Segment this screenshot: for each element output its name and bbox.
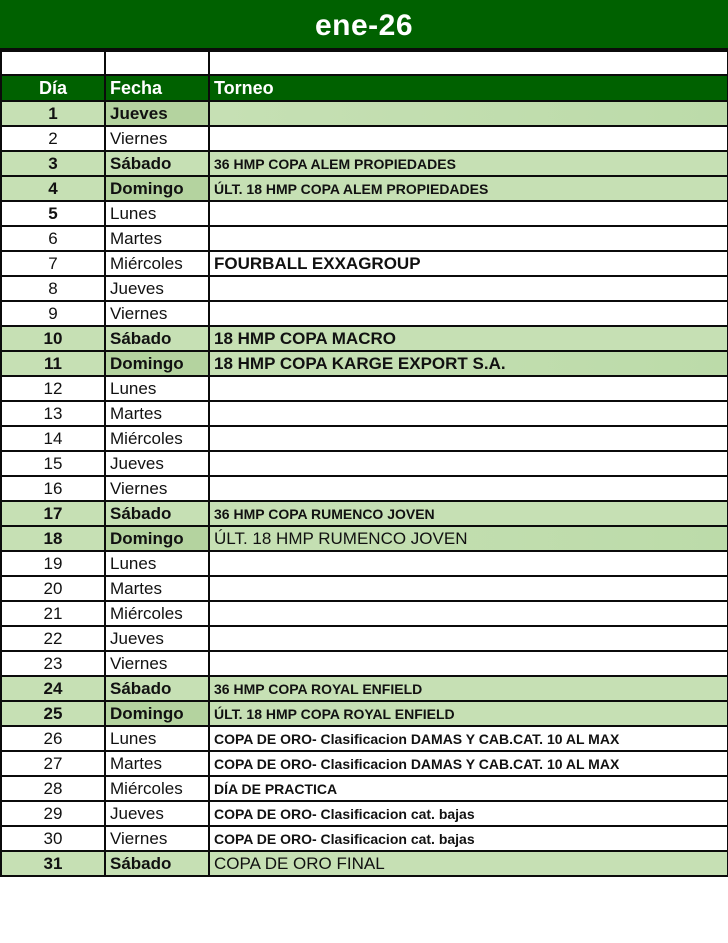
table-row — [1, 851, 728, 876]
torneo-cell[interactable]: DÍA DE PRACTICA — [209, 776, 728, 801]
dia-cell[interactable]: 31 — [1, 851, 105, 876]
schedule-table — [0, 50, 728, 877]
table-row — [1, 601, 728, 626]
torneo-cell[interactable]: 18 HMP COPA KARGE EXPORT S.A. — [209, 351, 728, 376]
table-row — [1, 551, 728, 576]
dia-cell[interactable]: 8 — [1, 276, 105, 301]
fecha-cell[interactable]: Sábado — [105, 851, 209, 876]
fecha-cell[interactable]: Sábado — [105, 151, 209, 176]
table-row — [1, 151, 728, 176]
blank-cell[interactable] — [105, 51, 209, 75]
fecha-cell[interactable]: Miércoles — [105, 601, 209, 626]
table-row — [1, 251, 728, 276]
torneo-cell[interactable]: FOURBALL EXXAGROUP — [209, 251, 728, 276]
fecha-cell[interactable]: Sábado — [105, 501, 209, 526]
header-fecha: Fecha — [105, 75, 209, 101]
torneo-cell[interactable]: 36 HMP COPA ROYAL ENFIELD — [209, 676, 728, 701]
torneo-cell[interactable]: ÚLT. 18 HMP COPA ROYAL ENFIELD — [209, 701, 728, 726]
dia-cell[interactable]: 9 — [1, 301, 105, 326]
header-row — [1, 75, 728, 101]
fecha-cell[interactable]: Lunes — [105, 201, 209, 226]
dia-cell[interactable]: 21 — [1, 601, 105, 626]
table-row — [1, 301, 728, 326]
table-row — [1, 101, 728, 126]
torneo-cell[interactable] — [209, 401, 728, 426]
dia-cell[interactable]: 7 — [1, 251, 105, 276]
dia-cell[interactable]: 2 — [1, 126, 105, 151]
table-row — [1, 351, 728, 376]
torneo-cell[interactable] — [209, 651, 728, 676]
fecha-cell[interactable]: Sábado — [105, 326, 209, 351]
dia-cell[interactable]: 29 — [1, 801, 105, 826]
fecha-cell[interactable]: Martes — [105, 226, 209, 251]
table-row — [1, 676, 728, 701]
table-row — [1, 626, 728, 651]
dia-cell[interactable]: 4 — [1, 176, 105, 201]
fecha-cell[interactable]: Miércoles — [105, 251, 209, 276]
torneo-cell[interactable] — [209, 451, 728, 476]
dia-cell[interactable]: 27 — [1, 751, 105, 776]
fecha-cell[interactable]: Lunes — [105, 376, 209, 401]
dia-cell[interactable]: 5 — [1, 201, 105, 226]
dia-cell[interactable]: 28 — [1, 776, 105, 801]
torneo-cell[interactable]: COPA DE ORO- Clasificacion DAMAS Y CAB.CAT. 10 AL MAX — [209, 726, 728, 751]
table-row — [1, 701, 728, 726]
table-row — [1, 801, 728, 826]
table-row — [1, 476, 728, 501]
table-row — [1, 276, 728, 301]
torneo-cell[interactable] — [209, 376, 728, 401]
torneo-cell[interactable] — [209, 126, 728, 151]
table-row — [1, 501, 728, 526]
fecha-cell[interactable]: Jueves — [105, 451, 209, 476]
fecha-cell[interactable]: Lunes — [105, 726, 209, 751]
blank-row — [1, 51, 728, 75]
table-row — [1, 426, 728, 451]
dia-cell[interactable]: 11 — [1, 351, 105, 376]
dia-cell[interactable]: 13 — [1, 401, 105, 426]
dia-cell[interactable]: 16 — [1, 476, 105, 501]
table-row — [1, 401, 728, 426]
torneo-cell[interactable] — [209, 301, 728, 326]
fecha-cell[interactable]: Viernes — [105, 826, 209, 851]
table-row — [1, 726, 728, 751]
fecha-cell[interactable]: Jueves — [105, 626, 209, 651]
fecha-cell[interactable]: Domingo — [105, 701, 209, 726]
dia-cell[interactable]: 24 — [1, 676, 105, 701]
dia-cell[interactable]: 1 — [1, 101, 105, 126]
torneo-cell[interactable] — [209, 626, 728, 651]
fecha-cell[interactable]: Domingo — [105, 351, 209, 376]
fecha-cell[interactable]: Viernes — [105, 651, 209, 676]
month-title: ene-26 — [0, 0, 728, 50]
fecha-cell[interactable]: Viernes — [105, 476, 209, 501]
fecha-cell[interactable]: Jueves — [105, 276, 209, 301]
dia-cell[interactable]: 17 — [1, 501, 105, 526]
table-row — [1, 201, 728, 226]
table-row — [1, 451, 728, 476]
dia-cell[interactable]: 20 — [1, 576, 105, 601]
torneo-cell[interactable]: COPA DE ORO- Clasificacion cat. bajas — [209, 826, 728, 851]
torneo-cell[interactable] — [209, 551, 728, 576]
dia-cell[interactable]: 18 — [1, 526, 105, 551]
torneo-cell[interactable]: 18 HMP COPA MACRO — [209, 326, 728, 351]
header-torneo: Torneo — [209, 75, 728, 101]
fecha-cell[interactable]: Lunes — [105, 551, 209, 576]
fecha-cell[interactable]: Jueves — [105, 801, 209, 826]
torneo-cell[interactable] — [209, 201, 728, 226]
table-row — [1, 526, 728, 551]
table-row — [1, 651, 728, 676]
table-row — [1, 776, 728, 801]
fecha-cell[interactable]: Domingo — [105, 176, 209, 201]
fecha-cell[interactable]: Domingo — [105, 526, 209, 551]
torneo-cell[interactable]: ÚLT. 18 HMP COPA ALEM PROPIEDADES — [209, 176, 728, 201]
torneo-cell[interactable]: 36 HMP COPA RUMENCO JOVEN — [209, 501, 728, 526]
torneo-cell[interactable]: ÚLT. 18 HMP RUMENCO JOVEN — [209, 526, 728, 551]
dia-cell[interactable]: 10 — [1, 326, 105, 351]
torneo-cell[interactable]: COPA DE ORO- Clasificacion cat. bajas — [209, 801, 728, 826]
torneo-cell[interactable]: COPA DE ORO FINAL — [209, 851, 728, 876]
dia-cell[interactable]: 3 — [1, 151, 105, 176]
fecha-cell[interactable]: Martes — [105, 751, 209, 776]
dia-cell[interactable]: 26 — [1, 726, 105, 751]
fecha-cell[interactable]: Sábado — [105, 676, 209, 701]
dia-cell[interactable]: 12 — [1, 376, 105, 401]
fecha-cell[interactable]: Martes — [105, 576, 209, 601]
fecha-cell[interactable]: Viernes — [105, 301, 209, 326]
table-row — [1, 576, 728, 601]
header-dia: Día — [1, 75, 105, 101]
table-row — [1, 176, 728, 201]
fecha-cell[interactable]: Miércoles — [105, 426, 209, 451]
table-row — [1, 126, 728, 151]
torneo-cell[interactable] — [209, 576, 728, 601]
fecha-cell[interactable]: Martes — [105, 401, 209, 426]
dia-cell[interactable]: 22 — [1, 626, 105, 651]
table-row — [1, 826, 728, 851]
torneo-cell[interactable] — [209, 101, 728, 126]
torneo-cell[interactable] — [209, 426, 728, 451]
blank-cell[interactable] — [209, 51, 728, 75]
table-row — [1, 226, 728, 251]
dia-cell[interactable]: 25 — [1, 701, 105, 726]
torneo-cell[interactable] — [209, 601, 728, 626]
fecha-cell[interactable]: Viernes — [105, 126, 209, 151]
dia-cell[interactable]: 6 — [1, 226, 105, 251]
torneo-cell[interactable]: 36 HMP COPA ALEM PROPIEDADES — [209, 151, 728, 176]
fecha-cell[interactable]: Miércoles — [105, 776, 209, 801]
table-row — [1, 751, 728, 776]
fecha-cell[interactable]: Jueves — [105, 101, 209, 126]
torneo-cell[interactable]: COPA DE ORO- Clasificacion DAMAS Y CAB.CAT. 10 AL MAX — [209, 751, 728, 776]
blank-cell[interactable] — [1, 51, 105, 75]
torneo-cell[interactable] — [209, 226, 728, 251]
table-row — [1, 376, 728, 401]
table-row — [1, 326, 728, 351]
dia-cell[interactable]: 30 — [1, 826, 105, 851]
torneo-cell[interactable] — [209, 276, 728, 301]
dia-cell[interactable]: 23 — [1, 651, 105, 676]
dia-cell[interactable]: 19 — [1, 551, 105, 576]
dia-cell[interactable]: 15 — [1, 451, 105, 476]
torneo-cell[interactable] — [209, 476, 728, 501]
dia-cell[interactable]: 14 — [1, 426, 105, 451]
